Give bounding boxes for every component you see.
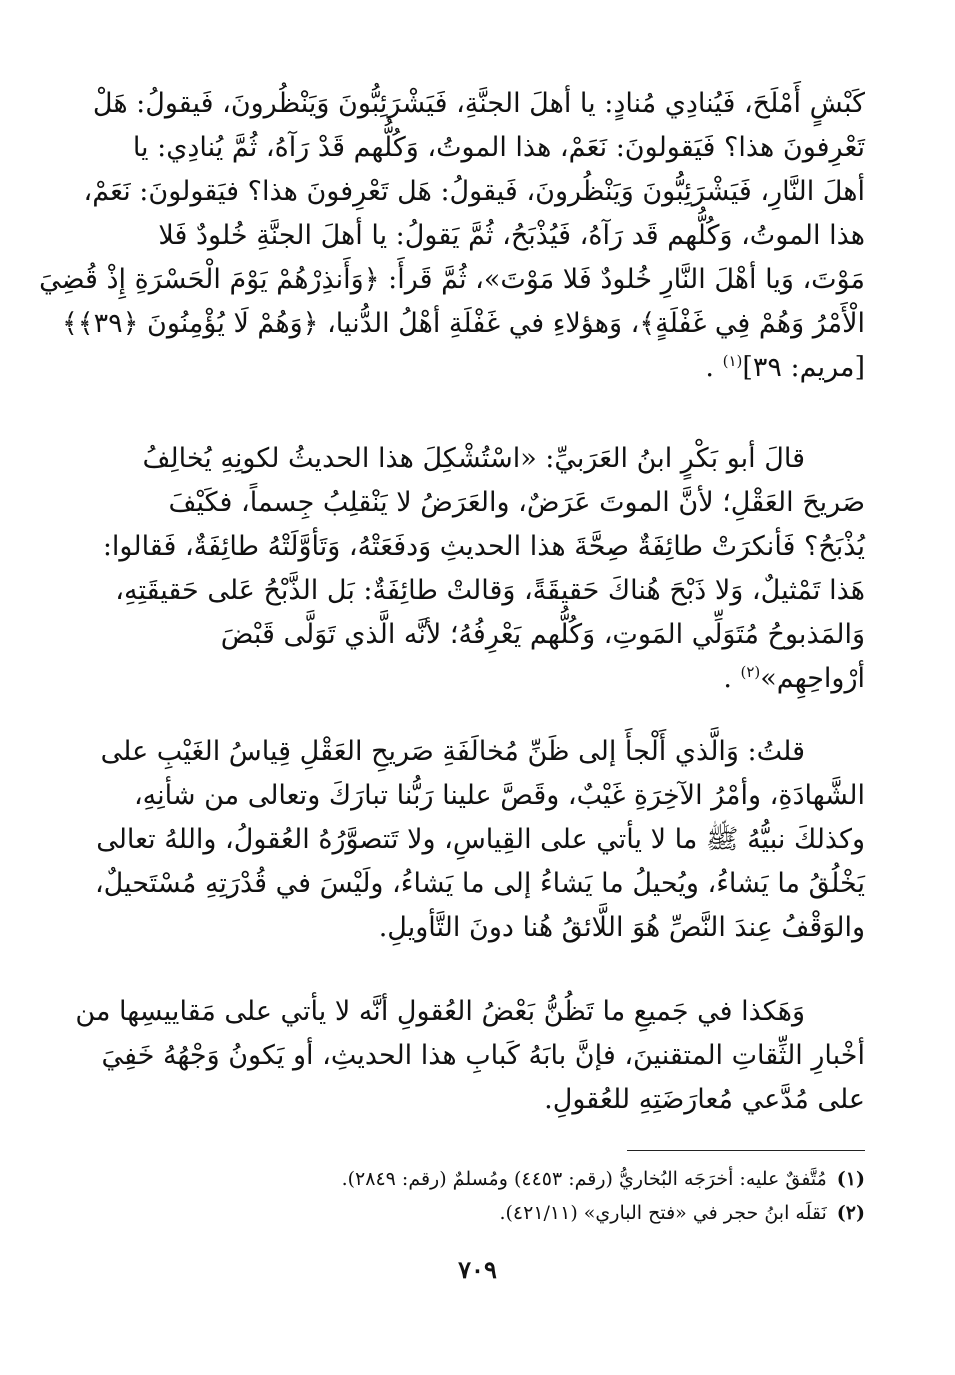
text-line: مَوْتَ، وَيا أهْلَ النَّارِ خُلودٌ فَلا مَوْتَ»، ثُمَّ قَرأَ: ﴿وَأَنذِرْهُمْ يَوْمَ الْحَسْرَةِ إِذْ قُضِيَ — [39, 264, 865, 295]
text-line-last — [90, 657, 865, 701]
text-line: وَالمَذبوحُ مُتَوَلِّي المَوتِ، وَكُلُّهم يَعْرِفُهُ؛ لأنَّه الَّذي تَوَلَّى قَبْضَ — [220, 619, 865, 650]
footnote-number: (١) — [836, 1168, 865, 1190]
footnote-2 — [150, 1196, 865, 1230]
footnote-text: مُتَّفقٌ عليه: أخرَجَه البُخاريُّ (رقم: ٤٤٥٣) ومُسلمٌ (رقم: ٢٨٤٩). — [341, 1168, 827, 1190]
paragraph-ibn-arabi-quote — [90, 437, 865, 701]
paragraph-conclusion — [75, 990, 865, 1122]
text-line: وكذلكَ نبيُّهُ ﷺ ما لا يأتي على القِياسِ، ولا تَتصوَّرُهُ العُقولُ، واللهُ تعالى — [96, 824, 865, 855]
text-line: الْأَمْرُ وَهُمْ فِي غَفْلَةٍ﴾، وَهؤلاءِ في غَفْلَةِ أهْلُ الدُّنيا، ﴿وَهُمْ لَا يُؤْمِنُونَ ﴿٣٩﴾﴾ — [61, 308, 865, 339]
line-end-punctuation: . — [723, 663, 732, 694]
text-line: يُذْبَحُ؟ فَأنكرَتْ طائِفَةٌ صِحَّةَ هذا الحديثِ وَدفَعَتْهُ، وَتَأوَّلَتْهُ طائِفَةٌ، فَقالوا: — [102, 531, 865, 562]
line-end-punctuation: . — [705, 352, 714, 383]
text-line: على مُدَّعي مُعارَضَتِهِ للعُقولِ. — [544, 1084, 865, 1115]
footnotes-section — [150, 1162, 865, 1230]
text-line: قلتُ: وَالَّذي أَلْجأَ إلى ظَنِّ مُخالَفَةِ صَريحِ العَقْلِ قِياسُ الغَيْبِ على — [100, 736, 805, 767]
text-line: الشَّهادَةِ، وأمْرُ الآخِرَةِ غَيْبٌ، وقَصَّ علينا رَبُّنا تبارَكَ وتعالى من شأنِهِ، — [133, 780, 865, 811]
text-line: وَهَكذا في جَميعِ ما تَظُنُّ بَعْضُ العُقولِ أنَّه لا يأتي على مَقاييسِها من — [75, 996, 805, 1027]
footnote-text: نَقلَه ابنُ حجر في «فتح الباري» (٤٢١/١١). — [499, 1202, 827, 1224]
text-line-last — [90, 346, 865, 390]
text-fragment: أرْواحِهِم» — [760, 663, 865, 694]
text-line: أهلَ النَّارِ، فَيَشْرَئِبُّونَ وَيَنْظُرونَ، فَيقولُ: هَل تَعْرِفونَ هذا؟ فيَقولونَ: نَعَمْ، — [83, 176, 865, 207]
footnote-ref-2[interactable]: (٢) — [740, 663, 761, 681]
text-line: والوَقْفُ عِندَ النَّصِّ هُوَ اللَّائقُ هُنا دونَ التَّأويلِ. — [378, 912, 865, 943]
paragraph-hadith-text — [39, 82, 865, 390]
text-line: هذا الموتُ، وَكُلُّهم قَد رَآهُ، فَيُذْبَحُ، ثُمَّ يَقولُ: يا أهلَ الجنَّةِ خُلودٌ فَلا — [158, 220, 865, 251]
paragraph-author-comment — [90, 730, 865, 950]
text-line: صَريحَ العَقْلِ؛ لأنَّ الموتَ عَرَضٌ، والعَرَضُ لا يَنْقلِبُ جِسماً، فكَيْفَ — [168, 487, 865, 518]
text-line: يَخْلُقُ ما يَشاءُ، ويُحيلُ ما يَشاءُ إلى ما يَشاءُ، ولَيْسَ في قُدْرَتِهِ مُسْتَحيلٌ، — [94, 868, 865, 899]
quran-reference: [مريم: ٣٩] — [742, 352, 865, 383]
footnote-number: (٢) — [836, 1202, 865, 1224]
text-line: أخْبارِ الثِّقاتِ المتقنينَ، فإنَّ بابَهُ كَبابِ هذا الحديثِ، أو يَكونُ وَجْهُهُ خَفِيَ — [101, 1040, 865, 1071]
footnote-ref-1[interactable]: (١) — [722, 352, 743, 370]
text-line: تَعْرِفونَ هذا؟ فَيَقولونَ: نَعَمْ، هذا الموتُ، وَكُلُّهم قَدْ رَآهُ، ثُمَّ يُنادِي: يا — [132, 132, 865, 163]
text-line: قالَ أبو بَكْرٍ ابنُ العَرَبيِّ: «اسْتُشْكِلَ هذا الحديثُ لكونِهِ يُخالِفُ — [142, 443, 805, 474]
footnote-1 — [150, 1162, 865, 1196]
text-line: كَبْشٍ أَمْلَحَ، فَيُنادِي مُنادٍ: يا أهلَ الجنَّةِ، فَيَشْرَئِبُّونَ وَيَنْظُرونَ، فَيقولُ: هَلْ — [92, 88, 865, 119]
footnote-divider — [627, 1150, 865, 1151]
page-number: ٧٠٩ — [458, 1255, 497, 1284]
text-line: هَذا تَمْثيلٌ، وَلا ذَبْحَ هُناكَ حَقيقَةً، وَقالتْ طائِفَةٌ: بَل الذَّبْحُ عَلى حَقيقَتِهِ، — [115, 575, 865, 606]
